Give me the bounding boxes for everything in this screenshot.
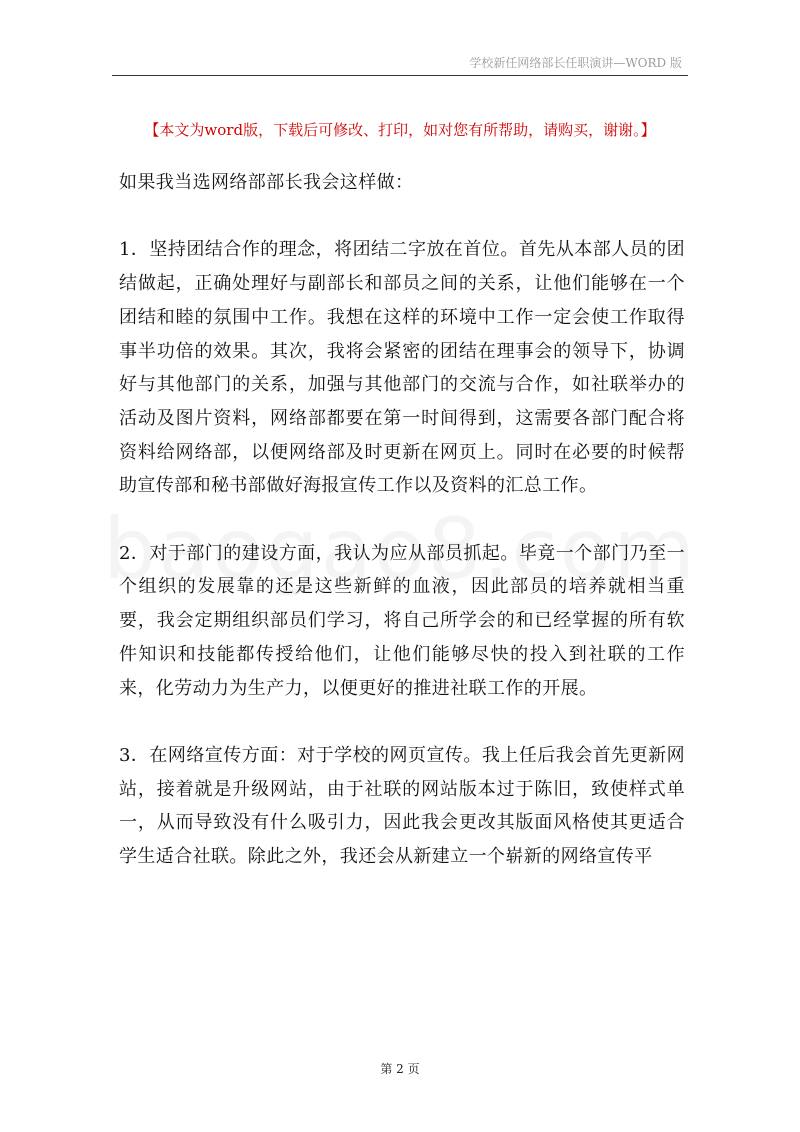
paragraph-2: 2．对于部门的建设方面，我认为应从部员抓起。毕竟一个部门乃至一个组织的发展靠的还是这些新鲜的血液，因此部员的培养就相当重要，我会定期组织部员们学习，将自己所学会的和已经掌握的所有软件知识和技能都传授给他们，让他们能够尽快的投入到社联的工作来，化劳动力为生产力，以便更好的推进社联工作的开展。 (119, 542, 685, 699)
document-body (119, 166, 685, 874)
intro-paragraph: 如果我当选网络部部长我会这样做： (119, 172, 414, 193)
paragraph-spacer (119, 705, 685, 739)
header-divider (112, 75, 688, 76)
download-notice: 【本文为word版，下载后可修改、打印，如对您有所帮助，请购买，谢谢。】 (144, 121, 656, 139)
header-title: 学校新任网络部长任职演讲—WORD 版 (469, 56, 682, 70)
paragraph-3: 3．在网络宣传方面：对于学校的网页宣传。我上任后我会首先更新网站，接着就是升级网站，由于社联的网站版本过于陈旧，致使样式单一，从而导致没有什么吸引力，因此我会更改其版面风格使其更适合学生适合社联。除此之外，我还会从新建立一个崭新的网络宣传平 (119, 744, 685, 868)
page-number: 第 2 页 (380, 1062, 420, 1076)
paragraph-1: 1．坚持团结合作的理念，将团结二字放在首位。首先从本部人员的团结做起，正确处理好与副部长和部员之间的关系，让他们能够在一个团结和睦的氛围中工作。我想在这样的环境中工作一定会使工作取得事半功倍的效果。其次，我将会紧密的团结在理事会的领导下，协调好与其他部门的关系，加强与其他部门的交流与合作，如社联举办的活动及图片资料，网络部都要在第一时间得到，这需要各部门配合将资料给网络部，以便网络部及时更新在网页上。同时在必要的时候帮助宣传部和秘书部做好海报宣传工作以及资料的汇总工作。 (119, 239, 685, 497)
paragraph-spacer (119, 503, 685, 537)
